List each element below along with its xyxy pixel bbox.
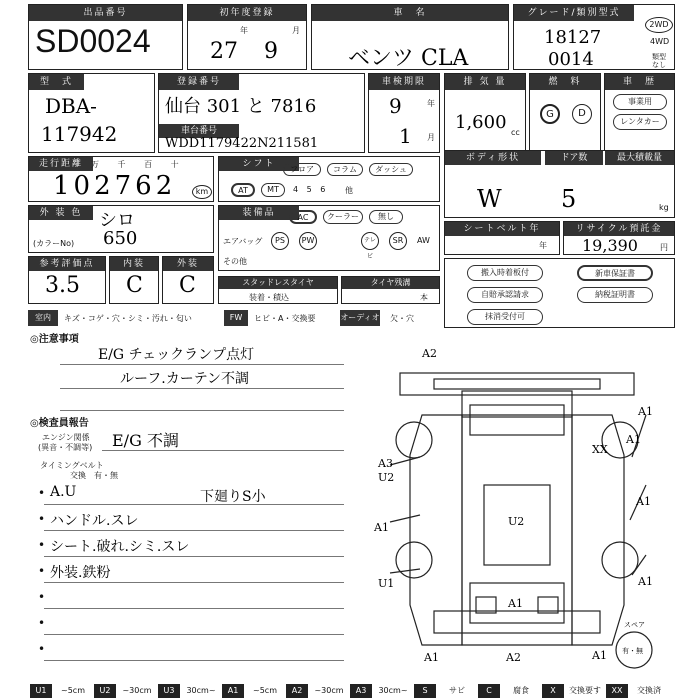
wheel-rear-right bbox=[602, 542, 638, 578]
shift-at: AT bbox=[231, 183, 255, 197]
mark-a1-trunk: A1 bbox=[508, 597, 523, 610]
displacement-value: 1,600 bbox=[455, 112, 507, 133]
legend-text: サビ bbox=[449, 686, 465, 695]
legend-code: U1 bbox=[30, 684, 52, 698]
shift-label: シフト bbox=[219, 157, 299, 171]
recycle-label: リサイクル預託金 bbox=[564, 222, 674, 236]
inspector-item: シート.破れ.シミ.スレ bbox=[50, 539, 190, 555]
fw-label: FW bbox=[224, 310, 248, 326]
eq-airbag: エアバッグ bbox=[223, 237, 263, 246]
legend-code: U3 bbox=[158, 684, 180, 698]
inspector-title: ◎検査員報告 bbox=[30, 418, 89, 429]
mark-a1-right-3: A1 bbox=[636, 495, 651, 508]
mark-a1-bottom-left: A1 bbox=[424, 651, 439, 664]
engine-sub: (異音・不調等) bbox=[38, 443, 93, 452]
rear-bumper bbox=[434, 611, 600, 633]
spare-label: スペア bbox=[624, 621, 645, 629]
recycle-unit: 円 bbox=[660, 243, 668, 252]
interior-cond-items: キズ・コゲ・穴・シミ・汚れ・匂い bbox=[64, 314, 192, 323]
mileage-label: 走行距離 bbox=[29, 157, 93, 171]
eq-other-label: その他 bbox=[223, 257, 247, 266]
mark-a1-front-right: A1 bbox=[638, 405, 653, 418]
legend-text: ~30cm bbox=[314, 686, 344, 695]
model-name-box bbox=[311, 4, 509, 70]
eq-ps: PS bbox=[271, 232, 289, 250]
doc-deregistration: 抹消受付可 bbox=[467, 309, 543, 325]
mark-u2-left: U2 bbox=[378, 471, 395, 484]
color-no-label: (カラーNo) bbox=[33, 239, 75, 248]
doc-warranty: 新車保証書 bbox=[577, 265, 653, 281]
mileage-box bbox=[28, 156, 214, 202]
doors-value: 5 bbox=[561, 185, 577, 213]
mark-a2-top: A2 bbox=[422, 347, 437, 360]
history-box bbox=[604, 73, 675, 153]
timing-exchange: 交換 有・無 bbox=[70, 471, 118, 480]
eq-cooler: クーラー bbox=[323, 210, 363, 224]
mark-u1-left: U1 bbox=[378, 577, 395, 590]
inspection-year-unit: 年 bbox=[427, 99, 435, 108]
mileage-digit-header: 万 千 百 十 bbox=[91, 160, 187, 169]
month-unit: 月 bbox=[292, 26, 300, 35]
inspector-underline bbox=[44, 556, 344, 557]
studless-label: スタッドレスタイヤ bbox=[219, 277, 337, 289]
fuel-box bbox=[529, 73, 601, 153]
fuel-label: 燃 料 bbox=[530, 74, 600, 90]
capacity-label: 最大積載量 bbox=[605, 151, 674, 165]
damage-legend bbox=[30, 684, 670, 698]
reg-box bbox=[158, 73, 365, 153]
car-diagram bbox=[370, 345, 690, 675]
score-label: 参考評価点 bbox=[29, 257, 105, 271]
history-business: 事業用 bbox=[613, 94, 667, 110]
seatbelt-unit: 年 bbox=[539, 241, 547, 250]
score-box bbox=[28, 256, 106, 304]
doors-label: ドア数 bbox=[545, 151, 603, 165]
first-reg-month: 9 bbox=[264, 39, 278, 64]
studless-options: 装着・積込 bbox=[249, 293, 289, 302]
legend-code: A1 bbox=[222, 684, 244, 698]
exterior-score-box bbox=[162, 256, 214, 304]
doc-insurance: 自賠承認請求 bbox=[467, 287, 543, 303]
shift-box bbox=[218, 156, 440, 202]
year-unit: 年 bbox=[240, 26, 248, 35]
notes-title: ◎注意事項 bbox=[30, 334, 79, 345]
seatbelt-box bbox=[444, 221, 560, 255]
inspector-bullet: • bbox=[38, 512, 46, 526]
legend-code: C bbox=[478, 684, 500, 698]
chassis-label: 車台番号 bbox=[159, 124, 239, 138]
fuel-d: D bbox=[572, 104, 592, 124]
inspector-bullet: • bbox=[38, 538, 46, 552]
mark-a3-left: A3 bbox=[378, 457, 393, 470]
model-name-label: 車 名 bbox=[312, 5, 508, 21]
mark-u2-center: U2 bbox=[508, 515, 525, 528]
history-rental: レンタカー bbox=[613, 114, 667, 130]
inspector-item: ハンドル.スレ bbox=[50, 513, 139, 529]
notes-underline-3 bbox=[60, 410, 344, 411]
roof-top-rect bbox=[400, 373, 634, 395]
front-bumper bbox=[434, 379, 600, 389]
interior-score-label: 内装 bbox=[110, 257, 158, 271]
legend-code: A2 bbox=[286, 684, 308, 698]
legend-code: XX bbox=[606, 684, 628, 698]
inspector-item: A.U bbox=[50, 484, 77, 500]
inspector-underline bbox=[44, 530, 344, 531]
doc-tax: 納税証明書 bbox=[577, 287, 653, 303]
inspection-box bbox=[368, 73, 440, 153]
displacement-label: 排 気 量 bbox=[445, 74, 525, 90]
notes-underline-2 bbox=[60, 388, 344, 389]
mark-a1-right-2: A1 bbox=[626, 433, 641, 446]
tire-depth-unit: 本 bbox=[420, 293, 428, 302]
inspector-bullet: • bbox=[38, 642, 46, 656]
model-type-box bbox=[28, 73, 155, 153]
inspector-item1-extra: 下廻りS小 bbox=[200, 489, 266, 505]
grade-label: グレード/類別型式 bbox=[514, 5, 634, 21]
wheel-rear-left bbox=[396, 542, 432, 578]
model-name-value: ベンツ CLA bbox=[348, 46, 469, 71]
score-value: 3.5 bbox=[45, 273, 80, 298]
model-type-line2: 117942 bbox=[41, 122, 118, 146]
inspector-bullet: • bbox=[38, 590, 46, 604]
color-box bbox=[28, 205, 214, 253]
eq-ac: AC bbox=[289, 210, 317, 224]
body-label: ボディ形状 bbox=[445, 151, 541, 165]
reg-no-label: 登録番号 bbox=[159, 74, 239, 90]
audio-label: オーディオ bbox=[340, 310, 380, 326]
grade-box bbox=[513, 4, 675, 70]
mileage-unit: km bbox=[192, 185, 212, 199]
legend-text: ~5cm bbox=[61, 686, 85, 695]
fuel-g: G bbox=[540, 104, 560, 124]
engine-label: エンジン関係 bbox=[42, 433, 90, 442]
eq-pw: PW bbox=[299, 232, 317, 250]
mark-line-5 bbox=[390, 569, 420, 573]
eq-tv: テレビ bbox=[361, 232, 379, 250]
color-label: 外 装 色 bbox=[29, 206, 93, 220]
inspector-underline bbox=[44, 608, 344, 609]
doc-delivery: 搬入時着板付 bbox=[467, 265, 543, 281]
notes-line1: E/G チェックランプ点灯 bbox=[98, 347, 255, 363]
legend-text: 交換済 bbox=[637, 686, 661, 695]
legend-code: X bbox=[542, 684, 564, 698]
engine-value: E/G 不調 bbox=[112, 431, 179, 450]
inspection-year: 9 bbox=[389, 94, 402, 118]
hood bbox=[470, 405, 564, 435]
first-reg-year: 27 bbox=[210, 39, 238, 64]
condition-bar bbox=[28, 310, 440, 326]
mark-line-1 bbox=[390, 457, 420, 465]
legend-text: 交換要す bbox=[569, 686, 601, 695]
legend-code: S bbox=[414, 684, 436, 698]
first-reg-box bbox=[187, 4, 307, 70]
mark-line-2 bbox=[390, 515, 420, 522]
legend-code: U2 bbox=[94, 684, 116, 698]
lot-label: 出品番号 bbox=[29, 5, 182, 21]
legend-text: ~5cm bbox=[253, 686, 277, 695]
body-value: W bbox=[477, 185, 502, 213]
eq-aw: AW bbox=[417, 236, 430, 245]
drive-2wd: 2WD bbox=[645, 17, 673, 33]
interior-score-box bbox=[109, 256, 159, 304]
mileage-value: 102762 bbox=[53, 171, 177, 201]
history-label: 車 歴 bbox=[605, 74, 674, 90]
studless-box bbox=[218, 276, 338, 304]
mark-xx: XX bbox=[592, 443, 608, 456]
eq-sr: SR bbox=[389, 232, 407, 250]
inspector-underline bbox=[44, 504, 344, 505]
inspection-month-unit: 月 bbox=[427, 133, 435, 142]
shift-column: コラム bbox=[327, 163, 363, 176]
color-value: シロ bbox=[99, 210, 135, 231]
legend-code: A3 bbox=[350, 684, 372, 698]
lot-box bbox=[28, 4, 183, 70]
shift-gears: 4 5 6 bbox=[293, 185, 329, 194]
inspector-underline bbox=[44, 582, 344, 583]
engine-underline bbox=[102, 450, 344, 451]
inspector-bullet: • bbox=[38, 616, 46, 630]
shift-mt: MT bbox=[261, 183, 285, 197]
cc-unit: cc bbox=[511, 128, 520, 137]
model-type-line1: DBA- bbox=[45, 94, 97, 118]
lot-value: SD0024 bbox=[35, 23, 151, 59]
model-type-label: 型 式 bbox=[29, 74, 84, 90]
body-box bbox=[444, 150, 675, 218]
eq-none: 無し bbox=[369, 210, 403, 224]
mark-a1-left: A1 bbox=[374, 521, 389, 534]
capacity-unit: kg bbox=[659, 203, 669, 212]
tire-depth-box bbox=[341, 276, 440, 304]
recycle-value: 19,390 bbox=[582, 236, 638, 255]
spare-value: 有・無 bbox=[622, 647, 643, 655]
mark-line-6 bbox=[632, 555, 646, 575]
docs-box bbox=[444, 258, 675, 328]
inspection-label: 車検期限 bbox=[369, 74, 439, 90]
interior-score-value: C bbox=[126, 273, 143, 298]
mark-a1-right-4: A1 bbox=[638, 575, 653, 588]
shift-other: 他 bbox=[345, 186, 353, 195]
type-none: 類型なし bbox=[652, 53, 666, 69]
legend-text: 腐食 bbox=[513, 686, 529, 695]
fw-items: ヒビ・A・交換要 bbox=[254, 314, 316, 323]
legend-text: 30cm~ bbox=[378, 686, 408, 695]
inspector-bullet: • bbox=[38, 486, 46, 500]
notes-underline-1 bbox=[60, 364, 344, 365]
equipment-box bbox=[218, 205, 440, 271]
reg-no-value: 仙台 301 と 7816 bbox=[165, 96, 317, 117]
notes-line2: ルーフ.カーテン不調 bbox=[120, 371, 250, 387]
inspector-bullet: • bbox=[38, 564, 46, 578]
recycle-box bbox=[563, 221, 675, 255]
chassis-value: WDD1179422N211581 bbox=[165, 136, 319, 151]
legend-text: ~30cm bbox=[122, 686, 152, 695]
mark-a2-bottom: A2 bbox=[506, 651, 521, 664]
tire-depth-label: タイヤ残溝 bbox=[342, 277, 439, 289]
interior-cond-label: 室内 bbox=[28, 310, 58, 326]
inspection-month: 1 bbox=[399, 124, 412, 148]
exterior-score-value: C bbox=[179, 273, 196, 298]
exterior-score-label: 外装 bbox=[163, 257, 213, 271]
timing-label: タイミングベルト bbox=[40, 461, 104, 470]
audio-items: 欠・穴 bbox=[390, 314, 414, 323]
inspector-underline bbox=[44, 660, 344, 661]
grade-line2: 0014 bbox=[548, 49, 594, 70]
inspector-item: 外装.鉄粉 bbox=[50, 565, 111, 581]
equipment-label: 装備品 bbox=[219, 206, 299, 220]
shift-dash: ダッシュ bbox=[369, 163, 413, 176]
legend-text: 30cm~ bbox=[186, 686, 216, 695]
shift-floor: フロア bbox=[283, 163, 321, 176]
first-reg-label: 初年度登録 bbox=[188, 5, 306, 21]
seatbelt-label: シートベルト年 bbox=[445, 222, 559, 236]
grade-line1: 18127 bbox=[544, 27, 602, 48]
color-no-value: 650 bbox=[103, 228, 138, 249]
inspector-underline bbox=[44, 634, 344, 635]
displacement-box bbox=[444, 73, 526, 153]
mark-a1-bottom-right: A1 bbox=[592, 649, 607, 662]
drive-4wd: 4WD bbox=[650, 37, 670, 46]
